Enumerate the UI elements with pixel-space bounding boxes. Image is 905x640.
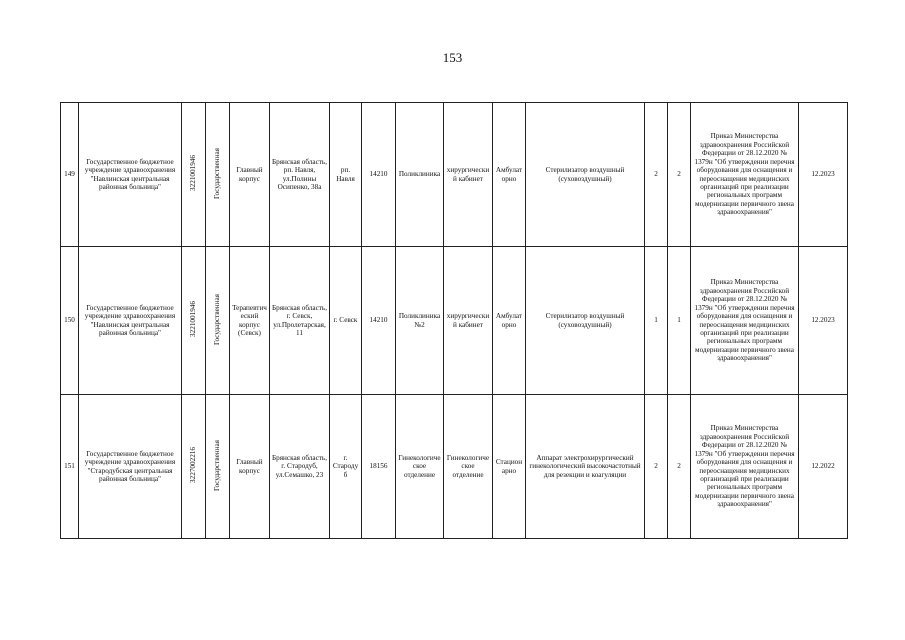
quantity-cell: [645, 247, 668, 395]
legal-order-text: Приказ Министерства здравоохранения Российской Федерации от 28.12.2020 № 1379н "Об утверждении перечня оборудования для оснащения и переоснащения медицинских организаций при реализации региональных программ модернизации первичного звена здравоохранения": [694, 132, 795, 217]
deadline-text: 12.2022: [811, 462, 835, 471]
code-text: 14210: [369, 170, 388, 179]
ownership-text: Государственная: [213, 439, 222, 491]
equipment-cell: [526, 247, 645, 395]
legal-order-cell: [691, 247, 799, 395]
quantity-planned-text: 1: [677, 316, 681, 325]
deadline-cell: [799, 247, 848, 395]
ownership-cell: [206, 395, 230, 539]
equipment-cell: [526, 395, 645, 539]
row-number-cell: [61, 395, 79, 539]
quantity-planned-text: 2: [677, 170, 681, 179]
ownership-text: Государственная: [213, 293, 222, 345]
quantity-planned-text: 2: [677, 462, 681, 471]
address-text: Брянская область, г. Стародуб, ул.Семашко, 23: [272, 453, 327, 479]
deadline-text: 12.2023: [811, 170, 835, 179]
quantity-cell: [645, 103, 668, 247]
quantity-text: 2: [654, 170, 658, 179]
address-text: Брянская область, рп. Навля, ул.Полины Осипенко, 38а: [272, 157, 327, 191]
inn-text: 3221001946: [189, 301, 198, 338]
equipment-text: Стерилизатор воздушный (суховоздушный): [545, 166, 625, 183]
quantity-planned-cell: [668, 103, 691, 247]
building-text: Главный корпус: [236, 166, 263, 183]
equipment-text: Аппарат электрохирургический гинекологический высокочастотный для резекции и коагуляции: [529, 453, 641, 479]
organization-name-cell: [79, 395, 182, 539]
quantity-planned-cell: [668, 247, 691, 395]
care-type-cell: [493, 395, 526, 539]
inn-cell: [182, 247, 206, 395]
code-cell: [362, 103, 396, 247]
locality-cell: [330, 247, 362, 395]
address-cell: [270, 247, 330, 395]
quantity-cell: [645, 395, 668, 539]
unit-text: Гинекологическое отделение: [398, 453, 441, 479]
table-row: [61, 247, 848, 395]
room-cell: [444, 247, 493, 395]
room-text: хирургический кабинет: [446, 312, 490, 329]
care-type-text: Амбулаторно: [495, 166, 523, 183]
locality-text: рп. Навля: [336, 166, 355, 183]
equipment-table: [60, 102, 848, 539]
legal-order-text: Приказ Министерства здравоохранения Российской Федерации от 28.12.2020 № 1379н "Об утверждении перечня оборудования для оснащения и переоснащения медицинских организаций при реализации региональных программ модернизации первичного звена здравоохранения": [694, 424, 795, 509]
deadline-text: 12.2023: [811, 316, 835, 325]
equipment-cell: [526, 103, 645, 247]
table-row: [61, 103, 848, 247]
locality-cell: [330, 395, 362, 539]
ownership-cell: [206, 103, 230, 247]
inn-text: 3227002216: [189, 447, 198, 484]
organization-name-text: Государственное бюджетное учреждение здравоохранения "Навлинская центральная районная больница": [84, 303, 176, 337]
code-text: 14210: [369, 316, 388, 325]
room-cell: [444, 103, 493, 247]
code-text: 18156: [369, 462, 388, 471]
unit-cell: [396, 103, 444, 247]
building-text: Терапевтический корпус (Севск): [232, 303, 267, 337]
care-type-text: Стационарно: [495, 458, 523, 475]
organization-name-cell: [79, 247, 182, 395]
code-cell: [362, 395, 396, 539]
code-cell: [362, 247, 396, 395]
table-row: [61, 395, 848, 539]
row-number-text: 150: [64, 316, 75, 325]
unit-text: Поликлиника: [398, 170, 441, 179]
building-text: Главный корпус: [236, 458, 263, 475]
care-type-cell: [493, 247, 526, 395]
inn-cell: [182, 103, 206, 247]
locality-text: г. Севск: [333, 316, 358, 325]
row-number-text: 151: [64, 462, 75, 471]
organization-name-text: Государственное бюджетное учреждение здравоохранения "Стародубская центральная районная больница": [84, 449, 176, 483]
unit-cell: [396, 395, 444, 539]
building-cell: [230, 103, 270, 247]
inn-cell: [182, 395, 206, 539]
legal-order-cell: [691, 395, 799, 539]
row-number-cell: [61, 247, 79, 395]
quantity-text: 2: [654, 462, 658, 471]
building-cell: [230, 247, 270, 395]
ownership-cell: [206, 247, 230, 395]
unit-text: Поликлиника №2: [398, 312, 441, 329]
legal-order-cell: [691, 103, 799, 247]
organization-name-text: Государственное бюджетное учреждение здравоохранения "Навлинская центральная районная больница": [84, 157, 176, 191]
care-type-text: Амбулаторно: [495, 312, 523, 329]
address-cell: [270, 395, 330, 539]
deadline-cell: [799, 395, 848, 539]
quantity-planned-cell: [668, 395, 691, 539]
row-number-text: 149: [64, 170, 75, 179]
room-text: хирургический кабинет: [446, 166, 490, 183]
ownership-text: Государственная: [213, 147, 222, 199]
unit-cell: [396, 247, 444, 395]
deadline-cell: [799, 103, 848, 247]
address-text: Брянская область, г. Севск, ул.Пролетарская, 11: [272, 303, 327, 337]
address-cell: [270, 103, 330, 247]
care-type-cell: [493, 103, 526, 247]
equipment-text: Стерилизатор воздушный (суховоздушный): [545, 312, 625, 329]
organization-name-cell: [79, 103, 182, 247]
room-cell: [444, 395, 493, 539]
locality-cell: [330, 103, 362, 247]
inn-text: 3221001946: [189, 155, 198, 192]
legal-order-text: Приказ Министерства здравоохранения Российской Федерации от 28.12.2020 № 1379н "Об утверждении перечня оборудования для оснащения и переоснащения медицинских организаций при реализации региональных программ модернизации первичного звена здравоохранения": [694, 278, 795, 363]
row-number-cell: [61, 103, 79, 247]
room-text: Гинекологическое отделение: [446, 453, 490, 479]
page-number: 153: [442, 50, 463, 65]
quantity-text: 1: [654, 316, 658, 325]
locality-text: г. Стародуб: [332, 453, 359, 479]
building-cell: [230, 395, 270, 539]
